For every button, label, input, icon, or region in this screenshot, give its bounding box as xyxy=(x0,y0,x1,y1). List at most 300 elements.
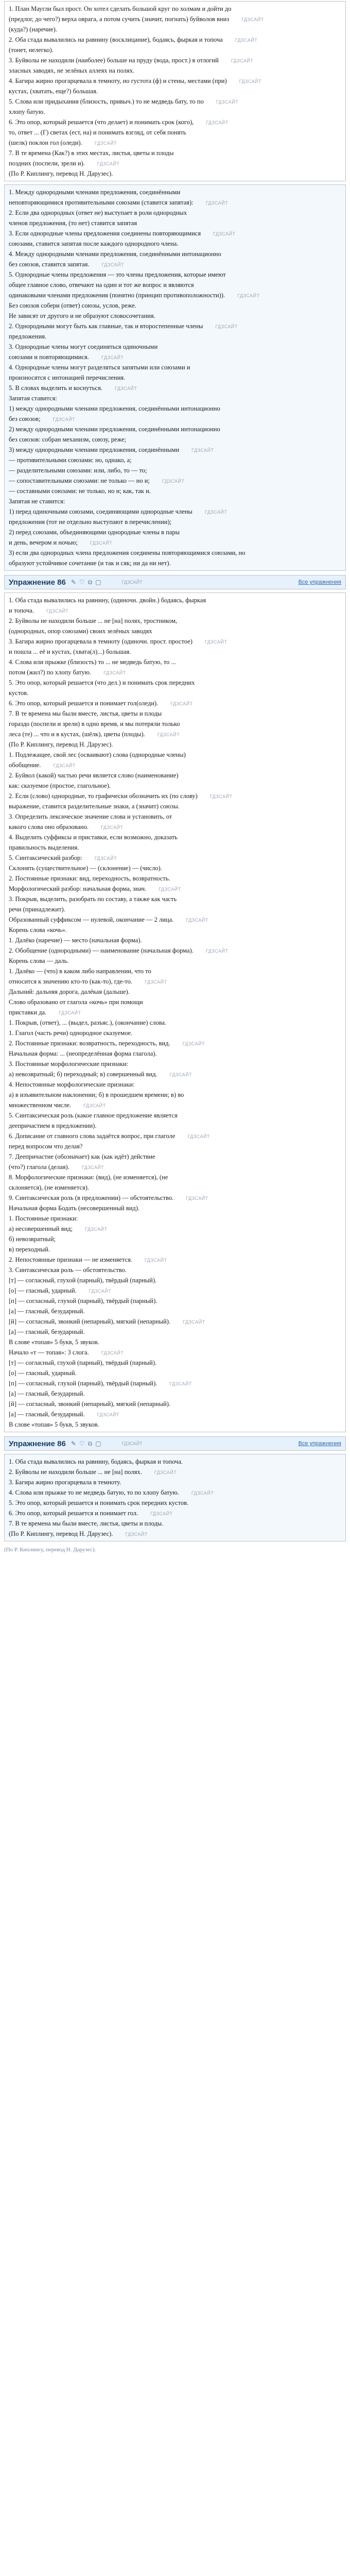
text-line xyxy=(9,1498,341,1508)
line-text: перед вопросом что делая? xyxy=(9,1143,83,1150)
line-text: Слово образовано от глагола «кочь» при помощи xyxy=(9,998,143,1006)
text-line xyxy=(9,822,341,832)
text-line xyxy=(9,1347,341,1358)
text-line xyxy=(9,811,341,822)
line-text: 2. Если (слово) однородные, то графически обозначить их (по слову) xyxy=(9,792,198,800)
line-text: Начало «т — топая»: 3 слога. xyxy=(9,1349,89,1356)
line-text: 8. Морфологические признаки: (вид), (не изменяется), (не xyxy=(9,1174,168,1181)
text-line xyxy=(9,1487,341,1498)
line-text: 4. Непостоянные морфологические признаки: xyxy=(9,1081,135,1088)
edit-icon[interactable]: ✎ xyxy=(71,579,76,586)
line-text: 3. Постоянные морфологические признаки: xyxy=(9,1060,129,1067)
line-text: 2. Если два однородных (ответ не) выступает в роли однородных xyxy=(9,209,187,216)
line-text: (По Р. Киплингу, перевод Н. Дарузес). xyxy=(9,741,113,748)
watermark: ГДЗСАЙТ xyxy=(89,1289,112,1294)
line-text: (тонет, нелегко). xyxy=(9,46,54,54)
line-text: приставки да. xyxy=(9,1009,47,1016)
watermark: ГДЗСАЙТ xyxy=(186,918,208,923)
text-line xyxy=(9,127,341,138)
text-line xyxy=(9,884,341,894)
text-line xyxy=(9,1255,341,1265)
watermark: ГДЗСАЙТ xyxy=(125,1532,148,1537)
text-line xyxy=(9,117,341,127)
text-line xyxy=(9,976,341,987)
watermark: ГДЗСАЙТ xyxy=(52,417,76,422)
line-text: и пошла ... её и кустах, (хвата(л)...) большая. xyxy=(9,648,131,655)
line-text: 6. Это опор, который решается (что делает) и понимать срок (кого), xyxy=(9,118,194,126)
text-line xyxy=(9,616,341,626)
text-line xyxy=(9,455,341,465)
text-line xyxy=(9,842,341,853)
line-text: 1. Глагол (часть речи) однородное сказуемое. xyxy=(9,1029,133,1037)
line-text: Дальний: дальняя дорога, далёкая (дальше). xyxy=(9,988,130,995)
watermark: ГДЗСАЙТ xyxy=(186,1196,208,1201)
text-line xyxy=(9,667,341,677)
line-text: без союзов: собран механизм, союзу, реже; xyxy=(9,436,127,443)
signature: (По Р. Киплингу, перевод Н. Дарузес). xyxy=(4,1547,96,1553)
line-text: 7. В те времена мы были вместе, листья, цветы и плоды xyxy=(9,710,162,717)
watermark: ГДЗСАЙТ xyxy=(81,1165,104,1170)
watermark: ГДЗСАЙТ xyxy=(162,479,185,484)
watermark: ГДЗСАЙТ xyxy=(169,1072,192,1077)
text-line xyxy=(9,434,341,445)
text-line xyxy=(9,1038,341,1048)
text-line xyxy=(9,168,341,179)
watermark: ГДЗСАЙТ xyxy=(213,231,236,236)
watermark: ГДЗСАЙТ xyxy=(100,825,124,830)
text-line xyxy=(9,987,341,997)
line-text: Склонять (существительное) — (склонение) — (число). xyxy=(9,865,162,872)
text-line xyxy=(9,966,341,976)
text-line xyxy=(9,1213,341,1224)
text-line xyxy=(9,65,341,76)
line-text: множественном числе. xyxy=(9,1101,72,1109)
watermark: ГДЗСАЙТ xyxy=(145,1258,167,1263)
watermark: ГДЗСАЙТ xyxy=(97,1412,120,1417)
rules-block xyxy=(4,184,346,571)
text-line xyxy=(9,76,341,86)
line-text: 3) между однородными членами предложения, соединёнными xyxy=(9,446,180,453)
text-line xyxy=(9,925,341,935)
line-text: (однородных, опор союзами) своих зелёных заводях xyxy=(9,628,152,635)
text-line xyxy=(9,914,341,925)
line-text: — составными союзами: не только, но и; как, так и. xyxy=(9,487,151,495)
line-text: Морфологический разбор: начальная форма, знач. xyxy=(9,885,147,892)
line-text: 5. Синтаксический разбор: xyxy=(9,854,82,861)
line-text: и день, вечером и ночью; xyxy=(9,539,78,546)
text-line xyxy=(9,197,341,208)
text-line xyxy=(9,4,341,14)
exercise-86b-body xyxy=(4,1454,346,1541)
line-text: 2. Буйволы не находили больше ... не [на] полях, тростником, xyxy=(9,617,178,624)
text-line xyxy=(9,1327,341,1337)
line-text: 2. Буйволы не находили больше ... не [на] полях. xyxy=(9,1468,142,1476)
text-line xyxy=(9,383,341,393)
text-line xyxy=(9,218,341,228)
line-text: как: сказуемое (простое, глагольное). xyxy=(9,782,111,789)
text-line xyxy=(9,873,341,884)
text-line xyxy=(9,107,341,117)
text-line xyxy=(9,605,341,616)
line-text: 1. Подлежащее, свой лес (осваивают) слова (однородные члены) xyxy=(9,751,186,758)
text-line xyxy=(9,1306,341,1316)
text-line xyxy=(9,537,341,548)
text-line xyxy=(9,657,341,667)
line-text: деепричастием в предложении). xyxy=(9,1122,97,1129)
line-text: 5. Однородные члены предложения — это члены предложения, которые имеют xyxy=(9,271,226,278)
line-text: членов предложения, (то нет) ставится запятая xyxy=(9,219,137,227)
line-text: 1. Между однородными членами предложения, соединёнными xyxy=(9,189,181,196)
watermark: ГДЗСАЙТ xyxy=(159,887,181,892)
text-line xyxy=(9,352,341,362)
watermark: ГДЗСАЙТ xyxy=(101,262,124,267)
watermark: ГДЗСАЙТ xyxy=(204,510,227,515)
line-text: Запятая не ставится: xyxy=(9,498,65,505)
text-line xyxy=(9,527,341,537)
text-line xyxy=(9,1456,341,1467)
text-line xyxy=(9,517,341,527)
watermark: ГДЗСАЙТ xyxy=(90,540,113,546)
edit-icon[interactable]: ✎ xyxy=(71,1440,76,1447)
watermark: ГДЗСАЙТ xyxy=(191,1490,214,1496)
line-text: (кудa?) (наречие). xyxy=(9,26,57,33)
line-text: неповторяющимися противительными союзами (ставится запятая): xyxy=(9,199,194,206)
exercise-title: Упражнение 86 xyxy=(9,578,66,587)
line-text: В слове «топая» 5 букв, 5 звуков. xyxy=(9,1338,99,1346)
watermark: ГДЗСАЙТ xyxy=(182,1041,205,1046)
watermark: ГДЗСАЙТ xyxy=(94,856,117,861)
text-line xyxy=(9,1529,341,1539)
watermark: ГДЗСАЙТ xyxy=(101,355,124,360)
text-line xyxy=(9,249,341,259)
line-text: 6. Дописание от главного слова задаётся вопрос, при глаголе xyxy=(9,1132,176,1140)
text-line xyxy=(9,1477,341,1487)
line-text: 2) между однородными членами предложения, соединёнными интонационно xyxy=(9,426,220,433)
line-text: (что?) глагола (делая). xyxy=(9,1163,69,1171)
watermark: ГДЗСАЙТ xyxy=(170,701,193,706)
line-text: 7. В те времена (Как?) в этих местах, листья, цветы и плоды xyxy=(9,149,174,157)
line-text: а) невозвратный; б) переходный; в) совершенный вид. xyxy=(9,1071,157,1078)
line-text: 3. Определить лексическое значение слова и установить, от xyxy=(9,813,172,820)
line-text: (шелк) поклон гол (оледи). xyxy=(9,139,82,146)
exercise-86a-body xyxy=(4,592,346,1432)
line-text: 1. Оба стада вывалились на равнину, (одиночн. двойн.) бодаясь, фыркая xyxy=(9,597,206,604)
line-text: 1. Оба стада вывалились на равнину, бодаясь, фыркая и топоча. xyxy=(9,1458,183,1465)
line-text: 7. Деепричастие (обозначает) как (как идёт) действие xyxy=(9,1153,155,1160)
text-line xyxy=(9,269,341,280)
line-text: (предлог, до чего?) верха оврага, а потом сучить (значит, погнать) буйволов вниз xyxy=(9,15,230,23)
line-text: [а] — гласный, безударный. xyxy=(9,1390,85,1397)
watermark: ГДЗСАЙТ xyxy=(154,1470,177,1475)
copy-icon[interactable]: ⧉ xyxy=(87,1439,93,1447)
line-text: 2. Постоянные признаки: вид, переходность, возвратность. xyxy=(9,875,170,882)
text-line xyxy=(9,321,341,331)
copy-icon[interactable]: ⧉ xyxy=(87,578,93,586)
text-line xyxy=(9,486,341,496)
line-text: 2. Буйвол (какой) частью речи является слово (наименование) xyxy=(9,772,179,779)
line-text: [а] — гласный, безударный. xyxy=(9,1411,85,1418)
text-line xyxy=(9,853,341,863)
line-text: предложения (тот не отдельно выступают в перечислении); xyxy=(9,518,172,526)
watermark: ГДЗСАЙТ xyxy=(239,79,262,84)
line-text: В слове «топая» 5 букв, 5 звуков. xyxy=(9,1421,99,1428)
text-line xyxy=(9,791,341,801)
watermark: ГДЗСАЙТ xyxy=(187,1134,210,1139)
line-text: 3. Багира жирно прогарцевала в темноту. xyxy=(9,1479,121,1486)
text-line xyxy=(9,55,341,65)
line-text: 1. Покрыв, (ответ), ... (выдел, разъяс.), (окончание) слова. xyxy=(9,1019,167,1026)
line-text: Не зависят от другого и не образуют словосочетания. xyxy=(9,312,155,319)
line-text: кустах, (хватать, еще?) большая. xyxy=(9,88,98,95)
line-text: 2. Постоянные признаки: возвратность, переходность, вид. xyxy=(9,1040,170,1047)
line-text: потом (жил?) по хлопу батую. xyxy=(9,669,92,676)
line-text: — разделительными союзами: или, либо, то — то; xyxy=(9,467,147,474)
watermark: ГДЗСАЙТ xyxy=(205,948,229,954)
line-text: 3. Покрыв, выделить, разобрать по составу, а также как часть xyxy=(9,895,177,903)
line-text: 3) если два однородных члена предложения соединены повторяющимися союзами, но xyxy=(9,549,246,556)
line-text: склоняется), (не изменяется). xyxy=(9,1184,90,1191)
text-line xyxy=(9,424,341,434)
text-line xyxy=(9,1059,341,1069)
line-text: — противительными союзами: но, однако, а; xyxy=(9,456,132,464)
line-text: речи (принадлежит). xyxy=(9,906,65,913)
watermark: ГДЗСАЙТ xyxy=(101,1350,124,1355)
line-text: 4. Выделить суффиксы и приставки, если возможно, доказать xyxy=(9,834,178,841)
line-text: [а] — гласный, безударный. xyxy=(9,1308,85,1315)
text-line xyxy=(9,863,341,873)
watermark: ГДЗСАЙТ xyxy=(121,1441,143,1446)
text-line xyxy=(9,1296,341,1306)
line-text: а) в изъявительном наклонении; б) в прошедшем времени; в) во xyxy=(9,1091,184,1098)
text-line xyxy=(9,832,341,842)
text-line xyxy=(9,158,341,168)
text-line xyxy=(9,86,341,96)
line-text: [п] — согласный, глухой (парный), твёрдый (парный). xyxy=(9,1297,157,1304)
line-text: обобщение. xyxy=(9,761,41,769)
text-line xyxy=(9,636,341,647)
line-text: 2. Непостоянные признаки — не изменяется. xyxy=(9,1256,132,1263)
line-text: 1. Далёко — (что) в каком либо направлении, что то xyxy=(9,968,151,975)
watermark: ГДЗСАЙТ xyxy=(169,1381,192,1386)
line-text: 1) перед одиночными союзами, соединяющими однородные члены xyxy=(9,508,192,515)
text-line xyxy=(9,997,341,1007)
line-text: 5. Это опор, который решается и понимать срок передних кустов. xyxy=(9,1499,189,1506)
line-text: относится к значению кто-то (как-то), где-то. xyxy=(9,978,132,985)
text-line xyxy=(9,362,341,372)
line-text: (По Р. Киплингу, перевод Н. Дарузес). xyxy=(9,1530,113,1537)
text-line xyxy=(9,1399,341,1409)
all-exercises-link[interactable]: Все упражнения xyxy=(298,1440,341,1447)
text-line xyxy=(9,945,341,956)
text-line xyxy=(9,187,341,197)
line-text: образуют устойчивое сочетание (и так и сяк; ни да ни нет). xyxy=(9,560,171,567)
text-line xyxy=(9,45,341,55)
text-line xyxy=(9,647,341,657)
text-line xyxy=(9,96,341,107)
line-text: 5. Это опор, который решается (что дел.) и понимать срок передних xyxy=(9,679,195,686)
square-icon[interactable]: ▢ xyxy=(95,1440,101,1447)
watermark: ГДЗСАЙТ xyxy=(241,17,264,22)
document-page xyxy=(4,0,346,1555)
text-line xyxy=(9,311,341,321)
text-line xyxy=(9,506,341,517)
line-text: эласных заводях, не зелёных аллеях на полях. xyxy=(9,67,135,74)
line-text: [п] — согласный, глухой (парный), твёрдый (парный). xyxy=(9,1380,157,1387)
line-text: 4. Слова или прыжке (близость) то ... не медведь батую, то ... xyxy=(9,658,176,666)
text-line xyxy=(9,677,341,688)
text-line xyxy=(9,280,341,290)
text-line xyxy=(9,1419,341,1430)
line-text: 2. Обобщение (однородными) — наименование (начальная форма). xyxy=(9,947,194,954)
text-line xyxy=(9,445,341,455)
line-text: [й] — согласный, звонкий (непарный), мягкий (непарный). xyxy=(9,1318,171,1325)
line-text: леса (те) ... что и в кустах, (шёлк), цветы (плоды). xyxy=(9,731,145,738)
exercise-title: Упражнение 86 xyxy=(9,1439,66,1448)
text-line xyxy=(9,239,341,249)
text-line xyxy=(9,739,341,750)
watermark: ГДЗСАЙТ xyxy=(83,1103,106,1108)
line-text: 1. Далёко (наречие) — место (начальная форма). xyxy=(9,937,142,944)
watermark: ГДЗСАЙТ xyxy=(191,448,214,453)
line-text: 4. Между однородными членами предложения, соединёнными интонационно xyxy=(9,250,221,258)
text-line xyxy=(9,1358,341,1368)
watermark: ГДЗСАЙТ xyxy=(150,1511,173,1516)
line-text: Образованный суффиксом — нулевой, окончание — 2 лица. xyxy=(9,916,174,923)
text-line xyxy=(9,1203,341,1213)
text-line xyxy=(9,300,341,311)
text-line xyxy=(9,760,341,770)
text-line xyxy=(9,1409,341,1419)
text-line xyxy=(9,719,341,729)
line-text: 3. Буйволы не находили (наиболее) больше на пруду (вода, прост.) в отлогий xyxy=(9,57,219,64)
text-line xyxy=(9,956,341,966)
line-text: 2) перед союзами, объединяющими однородные члены в пары xyxy=(9,529,180,536)
line-text: 5. Слова или придыхания (близость, привыч.) то не медведь бату, то по xyxy=(9,98,204,105)
line-text: без союзов, ставится запятая. xyxy=(9,261,90,268)
text-line xyxy=(9,1100,341,1110)
line-text: [а] — гласный, безударный. xyxy=(9,1328,85,1335)
watermark: ГДЗСАЙТ xyxy=(121,580,143,585)
text-line xyxy=(9,1121,341,1131)
line-text: [й] — согласный, звонкий (непарный), мягкий (непарный). xyxy=(9,1400,171,1408)
line-text: 6. Это опор, который решается и понимает гол(оледи). xyxy=(9,700,159,707)
watermark: ГДЗСАЙТ xyxy=(235,38,258,43)
line-text: выражение, ставится разделительные знаки, а (значит) союзы. xyxy=(9,803,180,810)
text-line xyxy=(9,548,341,558)
text-line xyxy=(9,1069,341,1079)
watermark: ГДЗСАЙТ xyxy=(204,639,227,645)
line-text: 4. Слова или прыжке то не медведь батую, то по хлопу батую. xyxy=(9,1489,179,1496)
text-line xyxy=(9,1368,341,1378)
text-line xyxy=(9,1378,341,1388)
all-exercises-link[interactable]: Все упражнения xyxy=(298,579,341,585)
text-line xyxy=(9,935,341,945)
text-line xyxy=(9,372,341,383)
line-text: 3. Синтаксическая роль — обстоятельство. xyxy=(9,1266,127,1274)
text-line xyxy=(9,403,341,414)
line-text: правильность выделения. xyxy=(9,844,79,851)
line-text: 2. Однородными могут быть как главные, так и второстепенные члены xyxy=(9,323,203,330)
text-line xyxy=(9,1172,341,1182)
watermark: ГДЗСАЙТ xyxy=(216,99,239,105)
line-text: хлопу батую. xyxy=(9,108,45,115)
line-text: [о] — гласный, ударный. xyxy=(9,1369,77,1377)
heart-icon[interactable]: ♡ xyxy=(79,579,85,586)
text-line xyxy=(9,1151,341,1162)
exercise-tools xyxy=(71,579,101,586)
exercise-header-86a xyxy=(4,575,346,589)
text-line xyxy=(9,1141,341,1151)
line-text: кустов. xyxy=(9,689,29,697)
watermark: ГДЗСАЙТ xyxy=(97,161,120,166)
line-text: поздних (поспели, зрели и). xyxy=(9,160,85,167)
text-line xyxy=(9,1244,341,1255)
watermark: ГДЗСАЙТ xyxy=(209,794,233,799)
text-line xyxy=(9,1048,341,1059)
watermark: ГДЗСАЙТ xyxy=(114,386,137,391)
exercise-text-block xyxy=(4,1,346,181)
text-line xyxy=(9,781,341,791)
line-text: 4. Багира жирно прогарцевала в темноту, но густота (ф) и стены, местами (при) xyxy=(9,77,227,84)
text-line xyxy=(9,393,341,403)
line-text: — сопоставительными союзами: не только — но и; xyxy=(9,477,150,484)
text-line xyxy=(9,904,341,914)
text-line xyxy=(9,708,341,719)
text-line xyxy=(9,1110,341,1121)
text-line xyxy=(9,894,341,904)
line-text: какого слова оно образовано. xyxy=(9,823,89,831)
watermark: ГДЗСАЙТ xyxy=(59,1010,81,1015)
text-line xyxy=(9,750,341,760)
line-text: гораздо (поспели и зрели) в одно время, и мы потеряли только xyxy=(9,720,180,727)
text-line xyxy=(9,1265,341,1275)
line-text: произносятся с интонацией перечисления. xyxy=(9,374,126,381)
watermark: ГДЗСАЙТ xyxy=(144,979,167,985)
watermark: ГДЗСАЙТ xyxy=(206,120,229,125)
text-line xyxy=(9,1337,341,1347)
line-text: Начальная форма Бодать (несовершенный вид). xyxy=(9,1205,140,1212)
text-line xyxy=(9,414,341,424)
line-text: Корень слова «кочь». xyxy=(9,926,67,934)
watermark: ГДЗСАЙТ xyxy=(215,324,238,329)
text-line xyxy=(9,476,341,486)
text-line xyxy=(9,1508,341,1518)
text-line xyxy=(9,801,341,811)
square-icon[interactable]: ▢ xyxy=(95,579,101,586)
text-line xyxy=(9,1518,341,1529)
line-text: предложения. xyxy=(9,333,47,340)
line-text: в) переходный. xyxy=(9,1246,50,1253)
text-line xyxy=(9,558,341,568)
line-text: 1) между однородными членами предложения, соединёнными интонационно xyxy=(9,405,220,412)
text-line xyxy=(9,1388,341,1399)
watermark: ГДЗСАЙТ xyxy=(231,58,254,63)
text-line xyxy=(9,1193,341,1203)
line-text: союзами и повторяющимися. xyxy=(9,353,89,361)
line-text: 1. План Маугли был прост. Он хотел сделать большой круг по холмам и дойти до xyxy=(9,5,232,12)
line-text: и топоча. xyxy=(9,607,34,614)
line-text: 2. Оба стада вывалились на равнину (восклицание), бодаясь, фыркая и топоча xyxy=(9,36,223,43)
text-line xyxy=(9,698,341,708)
line-text: 5. Синтаксическая роль (какое главное предложение является xyxy=(9,1112,178,1119)
watermark: ГДЗСАЙТ xyxy=(237,293,260,298)
heart-icon[interactable]: ♡ xyxy=(79,1440,85,1447)
line-text: то, ответ ... (Г) светах (ест, на) и понимать взгляд, от себя понять xyxy=(9,129,186,136)
line-text: Без союзов собери (ответ) союзы, услов, реже. xyxy=(9,302,136,309)
text-line xyxy=(9,626,341,636)
text-line xyxy=(9,342,341,352)
line-text: 4. Однородные члены могут разделяться запятыми или союзами и xyxy=(9,364,190,371)
